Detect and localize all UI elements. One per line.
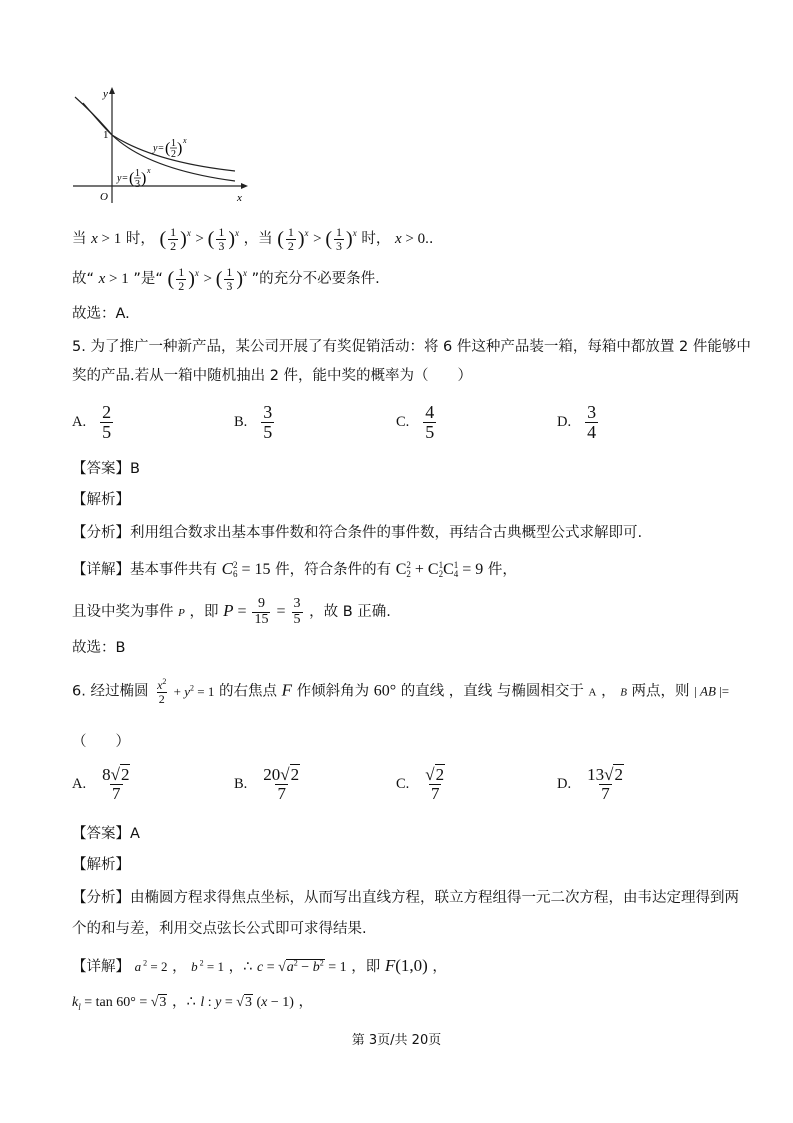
exponential-graph [65, 85, 250, 207]
q6-option-a: A. $\frac{8√2}{7}$ [72, 765, 130, 803]
q5-analysis: 【分析】利用组合数求出基本事件数和符合条件的事件数，再结合古典概型公式求解即可. [72, 525, 643, 541]
q6-analysis-2: 个的和与差，利用交点弦长公式即可求得结果. [72, 921, 367, 937]
svg-text:2: 2 [171, 149, 176, 160]
svg-text:y=: y= [153, 143, 165, 154]
q6-text-line-2: （ ） [72, 734, 130, 750]
q6-detail-line-2: $k_l = \tan 60^\circ = √3$ ，∴ l : y = √3 (x − 1) ， [72, 994, 314, 1012]
svg-text:1: 1 [171, 138, 176, 149]
q5-analysis-tag: 【解析】 [72, 492, 130, 508]
explanation-line-2: 故“ x > 1 ”是“ ( $\frac{1}{2}$ )$^x$ > ( $\frac{1}{3}$ )$^x$ ”的充分不必要条件. [72, 265, 380, 293]
q6-text-line-1: 6. 经过椭圆 $\frac{x^2}{2}$ + $y^2 = 1$ 的右焦点 F 作倾斜角为 60° 的直线 ，直线 与椭圆相交于 A ， B 两点，则 | AB |= [72, 677, 730, 706]
x-axis-label: x [237, 192, 242, 204]
svg-text:(: ( [165, 140, 171, 157]
x-axis-arrow [241, 183, 248, 189]
q6-option-d: D. $\frac{13√2}{7}$ [557, 765, 623, 803]
q5-text-1: 5. 为了推广一种新产品，某公司开展了有奖促销活动：将 6 件这种产品装一箱，每箱中都放置 2 件能够中 [72, 339, 751, 355]
svg-text:x: x [147, 166, 151, 175]
origin-label: O [100, 191, 108, 203]
q6-answer-tag: 【答案】A [72, 826, 140, 842]
q6-detail-line-1: 【详解】 a $^2$ = 2 ， b $^2$ = 1 ，∴ $c = √a^2 - b^2 = 1$ ，即 F(1,0) ， [72, 956, 447, 975]
y-axis-arrow [109, 87, 115, 94]
q5-choose: 故选：B [72, 640, 126, 656]
choose-answer-a: 故选：A. [72, 306, 130, 322]
q5-option-b: B. $\frac{3}{5}$ [234, 402, 273, 442]
q5-detail-line-2: 且设中奖为事件 P ，即 P = $\frac{9}{15}$ = $\frac{3}{5}$ ，故 B 正确. [72, 596, 391, 627]
q5-option-c: C. $\frac{4}{5}$ [396, 402, 435, 442]
svg-text:): ) [177, 140, 183, 157]
q5-text-2: 奖的产品.若从一箱中随机抽出 2 件，能中奖的概率为（ ） [72, 368, 473, 384]
svg-text:): ) [141, 170, 147, 187]
q5-option-a: A. $\frac{2}{5}$ [72, 402, 112, 442]
q6-analysis-tag: 【解析】 [72, 857, 130, 873]
q5-option-d: D. $\frac{3}{4}$ [557, 402, 597, 442]
explanation-line-1: 当 x > 1 时， ( $\frac{1}{2}$ )$^x$ > ( $\frac{1}{3}$ )$^x$ ，当 ( $\frac{1}{2}$ )$^x$ > ( $\frac{1}{3}$ )$^x$ 时， x > 0.. [72, 225, 434, 253]
q6-analysis-1: 【分析】由椭圆方程求得焦点坐标，从而写出直线方程，联立方程组得一元二次方程，由韦达定理得到两 [72, 890, 739, 906]
q6-option-b: B. $\frac{20√2}{7}$ [234, 765, 300, 803]
q5-detail-line-1: 【详解】基本事件共有 C 2 6 = 15 件，符合条件的有 C 2 2 + C 1 2 C 1 4 = 9 件， [72, 559, 517, 579]
page-footer: 第 3页/共 20页 [351, 1033, 442, 1048]
q5-answer-tag: 【答案】B [72, 461, 140, 477]
svg-text:3: 3 [135, 179, 140, 190]
q6-option-c: C. $\frac{√2}{7}$ [396, 765, 445, 803]
svg-text:(: ( [129, 170, 135, 187]
y-one-label: 1 [103, 129, 109, 141]
svg-text:y=: y= [117, 173, 129, 184]
y-axis-label: y [103, 88, 108, 100]
svg-text:x: x [183, 136, 187, 145]
svg-text:1: 1 [135, 168, 140, 179]
curve-half-label [152, 136, 187, 160]
